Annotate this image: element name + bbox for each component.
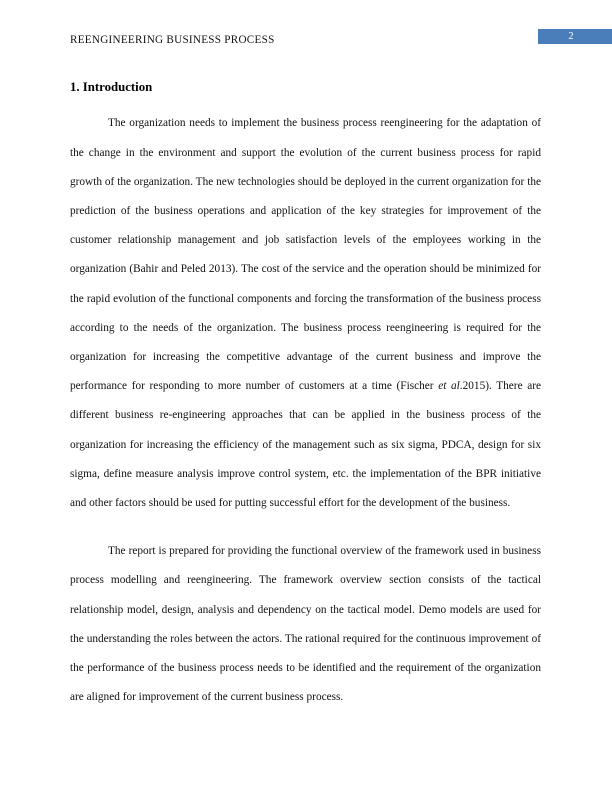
document-body [70, 80, 541, 712]
paragraph-1-text-part-1: The organization needs to implement the business process reengineering for the adaptation of the change in the environment and support the evolution of the current business process for rapid growth of the organization. The new technologies should be deployed in the current organization for the prediction of the business operations and application of the key strategies for improvement of the customer relationship management and job satisfaction levels of the employees working in the organization (Bahir and Peled 2013). The cost of the service and the operation should be minimized for the rapid evolution of the functional components and forcing the transformation of the business process according to the needs of the organization. The business process reengineering is required for the organization for increasing the competitive advantage of the current business and improve the performance for responding to more number of customers at a time (Fischer [70, 117, 541, 393]
paragraph-1-citation-italic: et al [438, 380, 460, 393]
paragraph-introduction-1 [70, 109, 541, 518]
running-head-title: REENGINEERING BUSINESS PROCESS [70, 34, 275, 46]
paragraph-introduction-2: The report is prepared for providing the functional overview of the framework used in business process modelling and reengineering. The framework overview section consists of the tactical relationship model, design, analysis and dependency on the tactical model. Demo models are used for the understanding the roles between the actors. The rational required for the continuous improvement of the performance of the business process needs to be identified and the requirement of the organization are aligned for improvement of the current business process. [70, 545, 541, 704]
page-number-badge [538, 29, 612, 44]
section-heading-introduction: 1. Introduction [70, 80, 153, 94]
page-number-text: 2 [568, 31, 574, 42]
paragraph-1-text-part-2: .2015). There are different business re-engineering approaches that can be applied in the business process of the organization for increasing the efficiency of the management such as six sigma, PDCA, design for six sigma, define measure analysis improve control system, etc. the implementation of the BPR initiative and other factors should be used for putting successful effort for the development of the business. [70, 380, 542, 509]
page-header [0, 0, 612, 70]
paragraph-spacer [70, 526, 541, 537]
